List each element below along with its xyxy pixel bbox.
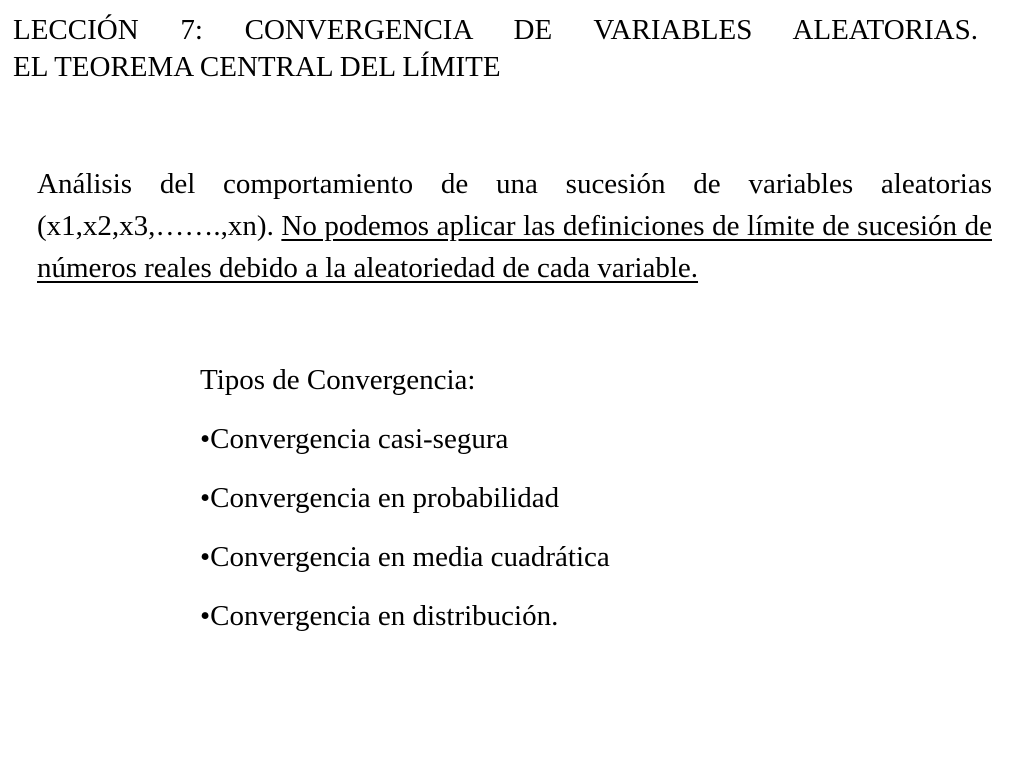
- convergence-types: [200, 360, 610, 655]
- list-item-probabilidad: •Convergencia en probabilidad: [200, 482, 560, 514]
- list-item-casi-segura: •Convergencia casi-segura: [200, 423, 509, 455]
- convergence-types-heading: Tipos de Convergencia:: [200, 364, 476, 396]
- intro-paragraph: [37, 163, 992, 289]
- convergence-types-list: [200, 419, 610, 636]
- slide-title-line-2: EL TEOREMA CENTRAL DEL LÍMITE: [13, 51, 501, 83]
- slide-title-line-1: LECCIÓN 7: CONVERGENCIA DE VARIABLES ALEATORIAS.: [13, 14, 978, 46]
- list-item-distribucion: •Convergencia en distribución.: [200, 600, 559, 632]
- intro-underlined-text: No podemos aplicar las definiciones de límite de sucesión de números reales debido a la aleatoriedad de cada variable.: [37, 210, 992, 284]
- list-item-media-cuadratica: •Convergencia en media cuadrática: [200, 541, 610, 573]
- slide-title: [13, 12, 978, 86]
- intro-text: Análisis del comportamiento de una sucesión de variables aleatorias (x1,x2,x3,…….,xn).: [37, 168, 992, 242]
